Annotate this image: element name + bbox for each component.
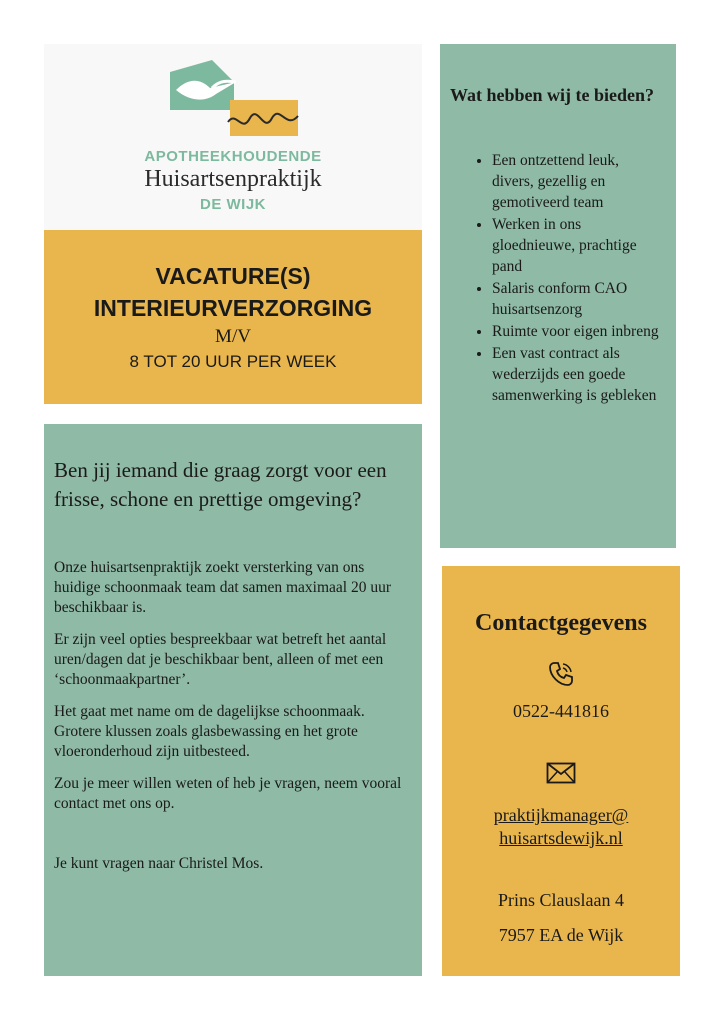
offer-title: Wat hebben wij te bieden?	[450, 85, 655, 105]
intro-question: Ben jij iemand die graag zorgt voor een frisse, schone en prettige omgeving?	[54, 458, 387, 511]
address-street: Prins Clauslaan 4	[498, 890, 624, 910]
email-link[interactable]	[442, 804, 680, 850]
offer-panel	[440, 44, 676, 548]
contact-panel	[442, 566, 680, 976]
offer-item: • Een ontzettend leuk, divers, gezellig en gemotiveerd team	[492, 150, 664, 213]
intro-paragraph: Onze huisartsenpraktijk zoekt versterking van ons huidige schoonmaak team dat samen maximaal 20 uur beschikbaar is.	[54, 559, 392, 616]
intro-paragraph: Zou je meer willen weten of heb je vragen, neem vooral contact met ons op.	[54, 775, 402, 812]
vacancy-title-line1: VACATURE(S)	[155, 263, 311, 289]
logo-text-de-wijk: DE WIJK	[199, 196, 266, 213]
offer-list	[450, 150, 664, 406]
offer-item: • Ruimte voor eigen inbreng	[492, 321, 664, 342]
offer-item: • Een vast contract als wederzijds een goede samenwerking is gebleken	[492, 343, 664, 406]
vacancy-gender: M/V	[215, 326, 251, 347]
stork-logo-icon	[166, 60, 306, 142]
logo-text-apotheekhoudende: APOTHEEKHOUDENDE	[144, 148, 322, 165]
mail-icon	[546, 762, 576, 784]
contact-person: Je kunt vragen naar Christel Mos.	[54, 855, 264, 872]
intro-paragraph: Er zijn veel opties bespreekbaar wat betreft het aantal uren/dagen dat je beschikbaar bent, alleen of met een ‘schoonmaakpartner’.	[54, 631, 387, 688]
offer-item: • Salaris conform CAO huisartsenzorg	[492, 278, 664, 320]
contact-title: Contactgegevens	[475, 610, 647, 636]
email-line1[interactable]: praktijkmanager@	[493, 805, 629, 825]
phone-number[interactable]: 0522-441816	[513, 701, 609, 721]
email-line2[interactable]: huisartsdewijk.nl	[499, 828, 623, 848]
logo-text-huisartsenpraktijk: Huisartsenpraktijk	[144, 166, 322, 192]
intro-panel	[44, 424, 422, 976]
vacancy-title-line2: INTERIEURVERZORGING	[93, 295, 373, 321]
address-city: 7957 EA de Wijk	[498, 925, 624, 945]
vacancy-banner	[44, 230, 422, 404]
vacancy-hours: 8 TOT 20 UUR PER WEEK	[129, 352, 337, 371]
offer-item: • Werken in ons gloednieuwe, prachtige pand	[492, 214, 664, 277]
intro-paragraph: Het gaat met name om de dagelijkse schoonmaak. Grotere klussen zoals glasbewassing en het grote vloeronderhoud zijn uitbesteed.	[54, 703, 365, 760]
phone-icon	[546, 659, 576, 689]
logo-block	[44, 44, 422, 230]
